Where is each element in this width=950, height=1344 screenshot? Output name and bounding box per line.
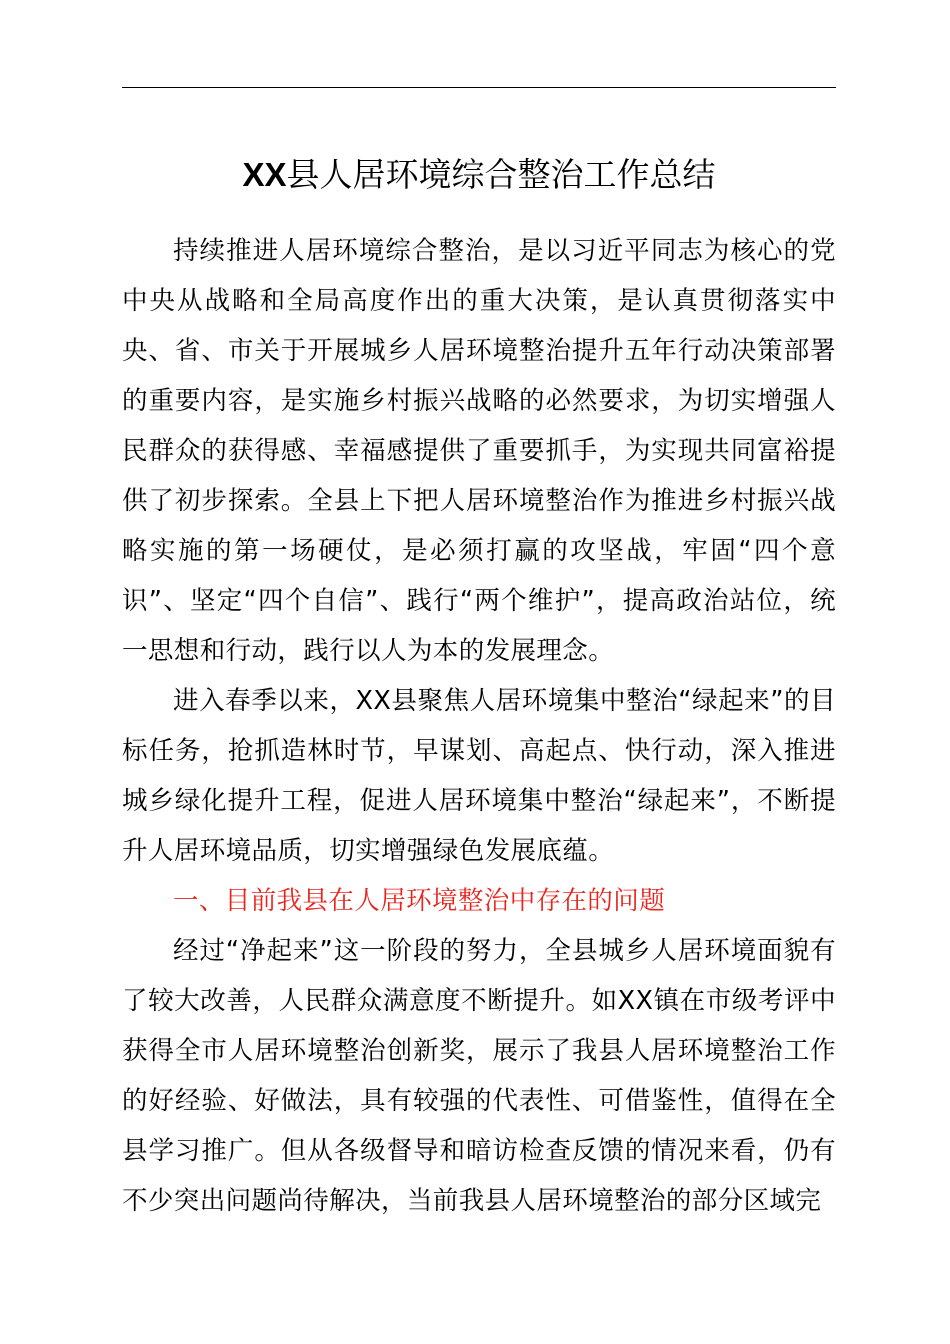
- title-prefix: XX: [242, 156, 287, 193]
- spring-paragraph: 进入春季以来，XX县聚焦人居环境集中整治“绿起来”的目标任务，抢抓造林时节，早谋划、高起点、快行动，深入推进城乡绿化提升工程，促进人居环境集中整治“绿起来”，不断提升人居环境品质，切实增强绿色发展底蕴。: [122, 686, 836, 866]
- section-heading: 一、目前我县在人居环境整治中存在的问题: [173, 886, 666, 916]
- header-rule: [122, 87, 836, 88]
- intro-paragraph: 持续推进人居环境综合整治，是以习近平同志为核心的党中央从战略和全局高度作出的重大决策，是认真贯彻落实中央、省、市关于开展城乡人居环境整治提升五年行动决策部署的重要内容，是实施乡村振兴战略的必然要求，为切实增强人民群众的获得感、幸福感提供了重要抓手，为实现共同富裕提供了初步探索。全县上下把人居环境整治作为推进乡村振兴战略实施的第一场硬仗，是必须打赢的攻坚战，牢固“四个意识”、坚定“四个自信”、践行“两个维护”，提高政治站位，统一思想和行动，践行以人为本的发展理念。: [122, 236, 836, 666]
- section-paragraph: 经过“净起来”这一阶段的努力，全县城乡人居环境面貌有了较大改善，人民群众满意度不断提升。如XX镇在市级考评中获得全市人居环境整治创新奖，展示了我县人居环境整治工作的好经验、好做法，具有较强的代表性、可借鉴性，值得在全县学习推广。但从各级督导和暗访检查反馈的情况来看，仍有不少突出问题尚待解决，当前我县人居环境整治的部分区域完: [122, 936, 836, 1216]
- title-rest: 县人居环境综合整治工作总结: [286, 155, 716, 194]
- document-title: [122, 150, 836, 200]
- document-body: [122, 226, 836, 1226]
